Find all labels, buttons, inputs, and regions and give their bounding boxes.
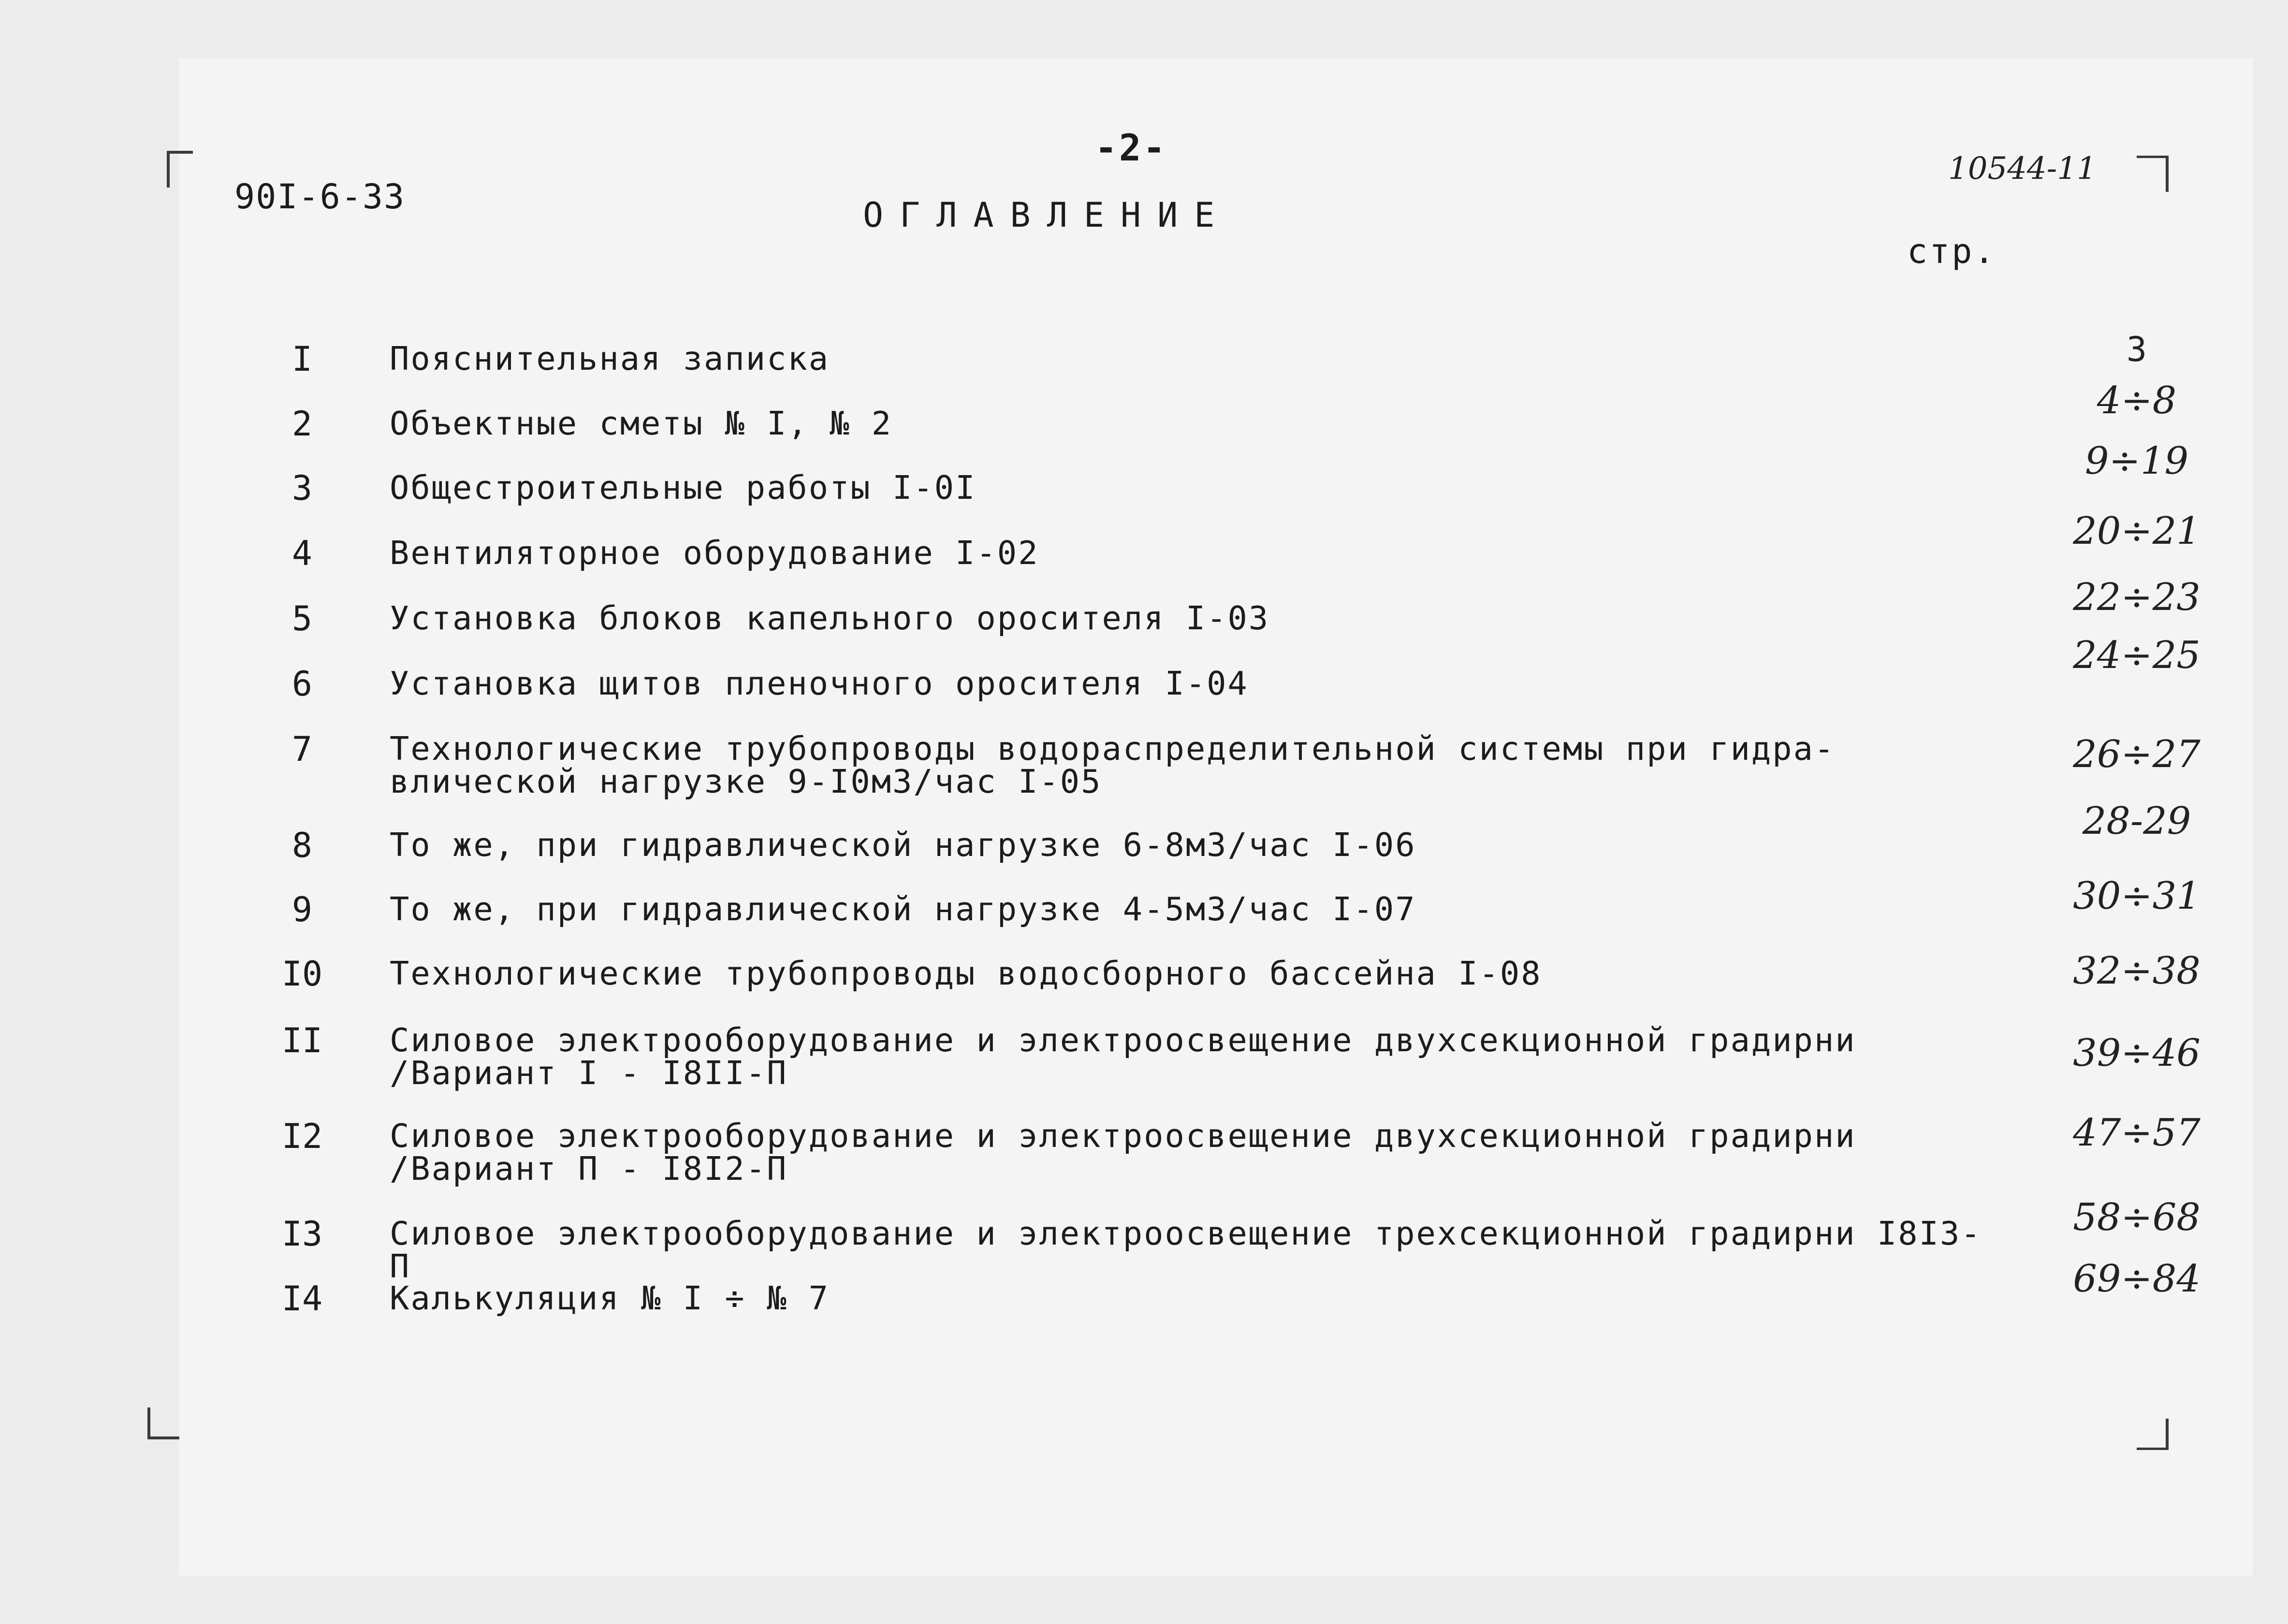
toc-item-text: Установка блоков капельного оросителя I-03 [390,599,1270,637]
toc-item-text: Пояснительная записка [390,340,830,377]
corner-mark-bottom-left [147,1407,179,1439]
toc-item-text: Технологические трубопроводы водосборного бассейна I-08 [390,955,1542,992]
toc-item-number: I2 [281,1116,323,1156]
toc-item-pages: 4÷8 [2097,379,2177,422]
toc-item-number: 7 [291,729,313,769]
document-code: 90I-6-33 [234,177,406,217]
toc-item-pages: 32÷38 [2073,949,2201,993]
toc-item-pages: 24÷25 [2073,634,2201,677]
toc-item-text: Объектные сметы № I, № 2 [390,405,893,442]
toc-item-text: Силовое электрооборудование и электроосвещение двухсекционной градирни /Вариант I - I8II-П [390,1021,1856,1092]
toc-item-text: То же, при гидравлической нагрузке 4-5м3/час I-07 [390,890,1416,928]
toc-item-pages: 30÷31 [2073,874,2201,918]
page-column-label: стр. [1907,232,1997,271]
toc-item-number: 3 [291,468,313,508]
page-number: -2- [1095,126,1167,169]
toc-item-pages: 3 [2126,330,2147,369]
page-title: ОГЛАВЛЕНИЕ [863,195,1231,235]
toc-item-text: Технологические трубопроводы водораспределительной системы при гидра- влической нагрузке 9-I0м3/час I-05 [390,730,1836,800]
toc-item-pages: 22÷23 [2073,576,2201,619]
corner-mark-top-left [167,151,193,188]
toc-item-text: Силовое электрооборудование и электроосвещение двухсекционной градирни /Вариант П - I8I2-П [390,1117,1856,1188]
toc-item-text: Общестроительные работы I-0I [390,469,976,507]
toc-item-number: I0 [281,954,323,994]
document-sheet [179,58,2253,1576]
toc-item-pages: 20÷21 [2073,509,2201,553]
toc-item-number: 8 [291,826,313,865]
toc-item-number: 9 [291,890,313,929]
toc-item-text: То же, при гидравлической нагрузке 6-8м3/час I-06 [390,826,1416,864]
toc-item-number: 4 [291,534,313,573]
toc-item-number: 2 [291,404,313,444]
toc-item-number: 6 [291,664,313,704]
toc-item-pages: 26÷27 [2073,733,2201,776]
toc-item-text: Установка щитов пленочного оросителя I-04 [390,665,1249,702]
toc-item-text: Вентиляторное оборудование I-02 [390,534,1039,572]
document-number-handwritten: 10544-11 [1948,151,2097,187]
toc-item-number: I3 [281,1214,323,1254]
toc-item-pages: 47÷57 [2073,1111,2201,1155]
toc-item-text: Силовое электрооборудование и электроосвещение трехсекционной градирни I8I3-П [390,1215,1982,1285]
toc-item-number: I4 [281,1279,323,1319]
toc-item-number: 5 [291,599,313,638]
toc-item-pages: 28-29 [2082,799,2191,843]
toc-item-text: Калькуляция № I ÷ № 7 [390,1279,830,1317]
corner-mark-bottom-right [2137,1419,2169,1450]
toc-item-pages: 9÷19 [2084,439,2189,483]
toc-item-pages: 69÷84 [2073,1257,2201,1301]
corner-mark-top-right [2137,156,2169,192]
toc-item-number: II [281,1021,323,1060]
toc-item-pages: 58÷68 [2073,1196,2201,1239]
toc-item-pages: 39÷46 [2073,1031,2201,1075]
toc-item-number: I [291,339,313,379]
